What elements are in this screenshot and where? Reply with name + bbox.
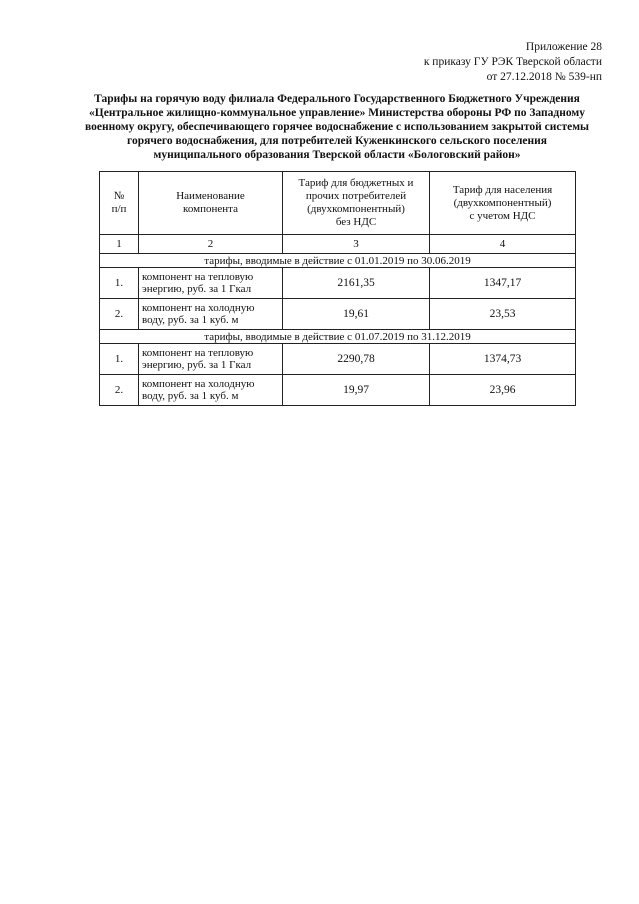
period-row: [100, 330, 576, 344]
tariff-table: [99, 171, 576, 406]
row-tariff-population: 1347,17: [430, 268, 576, 299]
period-label: тарифы, вводимые в действие с 01.07.2019 по 31.12.2019: [100, 330, 576, 344]
column-number: 2: [139, 235, 283, 254]
title-line: «Центральное жилищно-коммунальное управление» Министерства обороны РФ по Западному: [89, 107, 585, 119]
row-num: 1.: [100, 268, 139, 299]
title-line: Тарифы на горячую воду филиала Федерального Государственного Бюджетного Учреждения: [94, 93, 580, 105]
document-title: [72, 92, 602, 162]
row-name: компонент на тепловую энергию, руб. за 1 Гкал: [139, 344, 283, 375]
row-num: 2.: [100, 299, 139, 330]
header-name: Наименование компонента: [139, 172, 283, 235]
column-number: 4: [430, 235, 576, 254]
row-num: 1.: [100, 344, 139, 375]
table-row: [100, 344, 576, 375]
column-number: 3: [283, 235, 430, 254]
title-line: горячего водоснабжения, для потребителей Куженкинского сельского поселения: [127, 135, 547, 147]
header-num: № п/п: [100, 172, 139, 235]
row-tariff-population: 23,53: [430, 299, 576, 330]
row-num: 2.: [100, 375, 139, 406]
row-name: компонент на тепловую энергию, руб. за 1 Гкал: [139, 268, 283, 299]
table-row: [100, 268, 576, 299]
row-name: компонент на холодную воду, руб. за 1 куб. м: [139, 299, 283, 330]
title-line: военному округу, обеспечивающего горячее водоснабжение с использованием закрытой системы: [84, 121, 590, 133]
period-label: тарифы, вводимые в действие с 01.01.2019 по 30.06.2019: [100, 254, 576, 268]
header-tariff-population: Тариф для населения (двухкомпонентный) с учетом НДС: [430, 172, 576, 235]
row-tariff-budget: 19,61: [283, 299, 430, 330]
table-header-row: [100, 172, 576, 235]
column-number-row: [100, 235, 576, 254]
appendix-number: Приложение 28: [525, 41, 602, 53]
period-row: [100, 254, 576, 268]
column-number: 1: [100, 235, 139, 254]
header-tariff-budget: Тариф для бюджетных и прочих потребителей (двухкомпонентный) без НДС: [283, 172, 430, 235]
title-line: муниципального образования Тверской области «Бологовский район»: [153, 149, 521, 161]
row-tariff-budget: 2161,35: [283, 268, 430, 299]
row-name: компонент на холодную воду, руб. за 1 куб. м: [139, 375, 283, 406]
row-tariff-population: 23,96: [430, 375, 576, 406]
table-row: [100, 375, 576, 406]
row-tariff-budget: 19,97: [283, 375, 430, 406]
appendix-reference: [424, 40, 602, 85]
table-row: [100, 299, 576, 330]
row-tariff-population: 1374,73: [430, 344, 576, 375]
row-tariff-budget: 2290,78: [283, 344, 430, 375]
appendix-date: от 27.12.2018 № 539-нп: [486, 71, 602, 83]
appendix-order: к приказу ГУ РЭК Тверской области: [423, 56, 602, 68]
